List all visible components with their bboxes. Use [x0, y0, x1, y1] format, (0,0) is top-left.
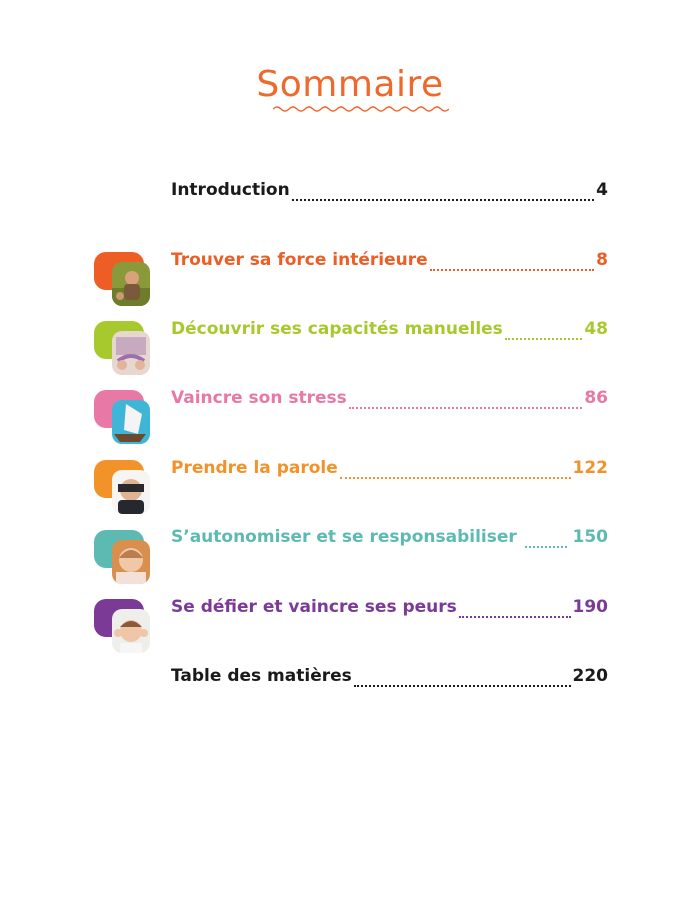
- wavy-underline: [273, 105, 449, 113]
- toc-entry-chapter-5[interactable]: [171, 527, 608, 553]
- toc-entry-page: 190: [572, 597, 608, 617]
- chapter-thumbnail-1[interactable]: [94, 252, 150, 308]
- chapter-thumbnail-3[interactable]: [94, 390, 150, 446]
- smiling-girl-photo: [112, 540, 150, 584]
- toc-entry-chapter-1[interactable]: [171, 250, 608, 276]
- toc-entry-chapter-6[interactable]: [171, 597, 608, 623]
- chapter-thumbnail-6[interactable]: [94, 599, 150, 655]
- toc-entry-chapter-2[interactable]: [171, 319, 608, 345]
- toc-entry-label: Trouver sa force intérieure: [171, 250, 428, 270]
- toc-entry-table-des-matieres[interactable]: [171, 666, 608, 692]
- toc-entry-label: Vaincre son stress: [171, 388, 347, 408]
- toc-entry-introduction[interactable]: [171, 180, 608, 206]
- toc-entry-label: Introduction: [171, 180, 290, 200]
- toc-entry-chapter-4[interactable]: [171, 458, 608, 484]
- girl-making-faces-photo: [112, 609, 150, 653]
- page-title: Sommaire: [256, 64, 444, 105]
- toc-entry-page: 122: [572, 458, 608, 478]
- toc-entry-page: 150: [572, 527, 608, 547]
- paper-boat-photo: [112, 400, 150, 444]
- dot-leader: [459, 616, 571, 618]
- chapter-thumbnail-5[interactable]: [94, 530, 150, 586]
- dot-leader: [292, 199, 594, 201]
- dot-leader: [430, 269, 595, 271]
- toc-entry-label: Table des matières: [171, 666, 352, 686]
- dot-leader: [349, 407, 583, 409]
- crafting-hands-photo: [112, 331, 150, 375]
- toc-entry-label: S’autonomiser et se responsabiliser: [171, 527, 517, 547]
- toc-entry-page: 48: [584, 319, 608, 339]
- toc-entry-page: 86: [584, 388, 608, 408]
- toc-entry-chapter-3[interactable]: [171, 388, 608, 414]
- dot-leader: [340, 477, 571, 479]
- toc-entry-page: 220: [572, 666, 608, 686]
- chapter-thumbnail-4[interactable]: [94, 460, 150, 516]
- dot-leader: [354, 685, 571, 687]
- toc-entry-page: 4: [596, 180, 608, 200]
- child-outdoors-photo: [112, 262, 150, 306]
- chapter-thumbnail-2[interactable]: [94, 321, 150, 377]
- dot-leader: [525, 546, 567, 548]
- toc-entry-label: Se défier et vaincre ses peurs: [171, 597, 457, 617]
- toc-entry-page: 8: [596, 250, 608, 270]
- toc-entry-label: Découvrir ses capacités manuelles: [171, 319, 503, 339]
- dot-leader: [505, 338, 583, 340]
- blindfolded-child-photo: [112, 470, 150, 514]
- toc-entry-label: Prendre la parole: [171, 458, 338, 478]
